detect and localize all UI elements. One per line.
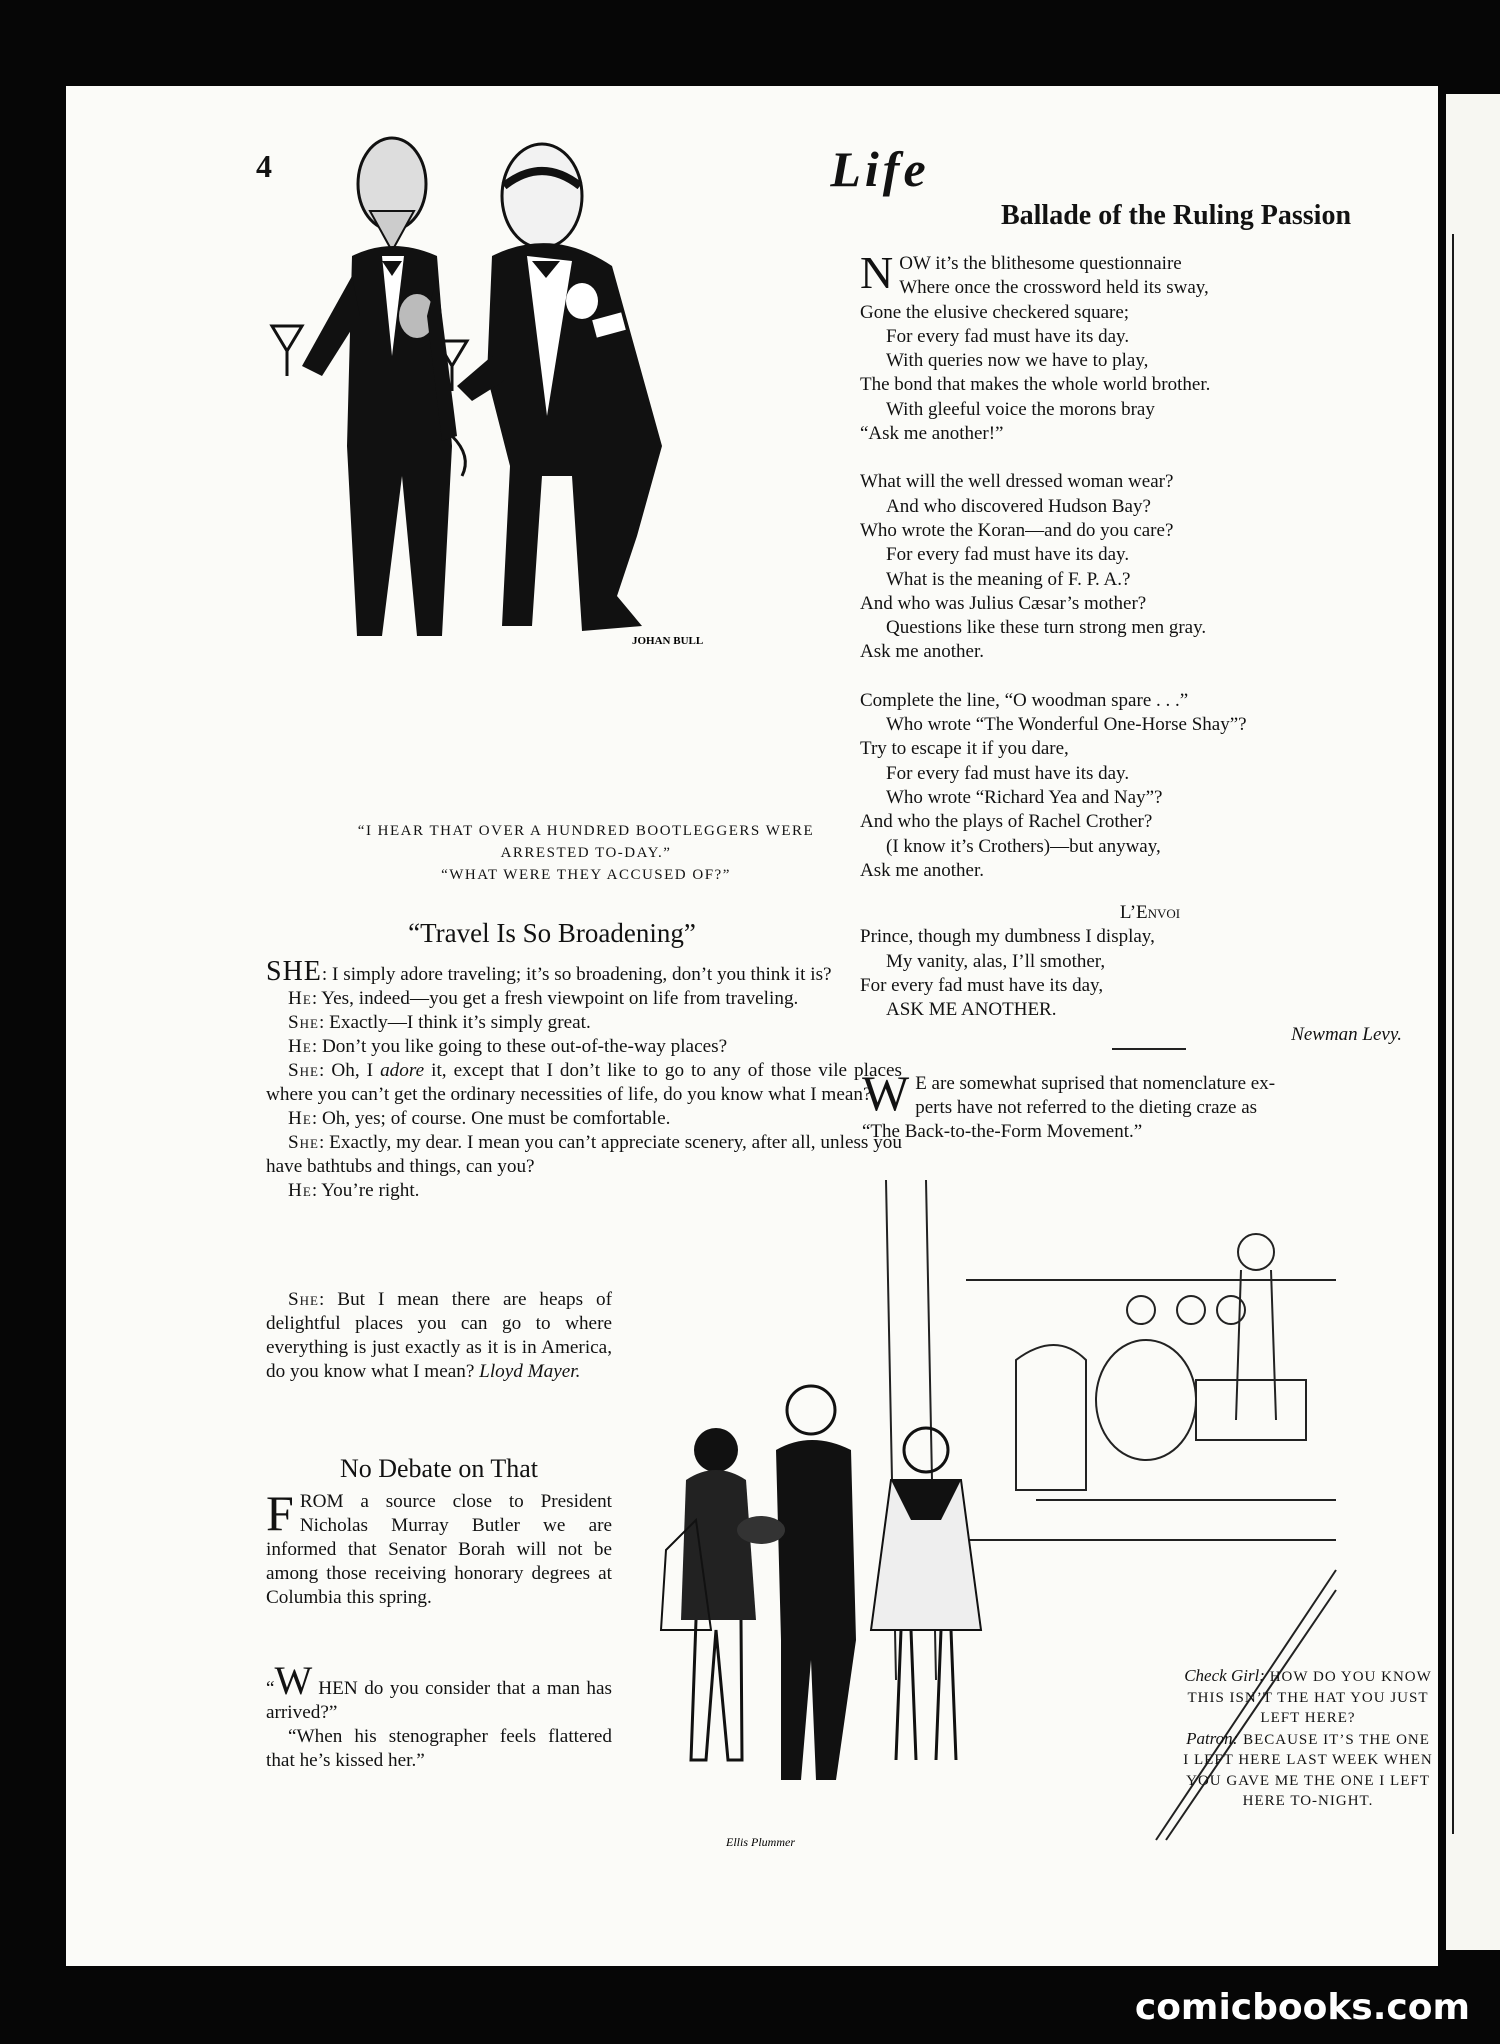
debate-text: ROM a source close to President Nicholas Murray Butler we are informed that Senator Borah will not be among those receiving honorary degrees at Columbia this spring. bbox=[266, 1491, 612, 1608]
poem-line: What will the well dressed woman wear? bbox=[860, 471, 1174, 493]
poem-line: Complete the line, “O woodman spare . . .” bbox=[860, 689, 1189, 711]
poem-line: And who was Julius Cæsar’s mother? bbox=[860, 592, 1147, 614]
poem-line: Where once the crossword held its sway, bbox=[899, 277, 1209, 299]
travel-author: Lloyd Mayer. bbox=[479, 1361, 581, 1382]
woman-figure bbox=[871, 1428, 981, 1760]
poem-line: Who wrote the Koran—and do you care? bbox=[860, 519, 1174, 541]
dialogue-line: She: Oh, I adore it, except that I don’t like to go to any of those vile places where you can’t get the ordinary necessities of life, do you know what I mean? bbox=[266, 1060, 902, 1105]
speaker-label: She bbox=[288, 1132, 320, 1153]
debate-dropcap: F bbox=[266, 1485, 294, 1541]
joke-question: “W HEN do you consider that a man has arrived?” bbox=[266, 1658, 612, 1723]
dialogue-line: He: Yes, indeed—you get a fresh viewpoint on life from traveling. bbox=[288, 988, 799, 1009]
suprised-dropcap: W bbox=[862, 1065, 910, 1121]
poem-line: Prince, though my dumbness I display, bbox=[860, 926, 1155, 948]
poem-line: “Ask me another!” bbox=[860, 423, 1004, 445]
text-line: “The Back-to-the-Form Movement.” bbox=[862, 1121, 1143, 1142]
envoi-heading: L’Envoi bbox=[1119, 902, 1181, 924]
poem-line: Who wrote “The Wonderful One-Horse Shay”? bbox=[886, 714, 1247, 736]
dialogue-line: She: Exactly—I think it’s simply great. bbox=[288, 1012, 591, 1033]
poem-line: For every fad must have its day. bbox=[886, 762, 1130, 784]
poem-line: The bond that makes the whole world brother. bbox=[860, 374, 1211, 396]
speaker-label: He bbox=[288, 1108, 312, 1129]
speaker-patron: Patron: bbox=[1186, 1728, 1239, 1748]
when-dropcap: W bbox=[274, 1658, 313, 1703]
text-line: E are somewhat suprised that nomenclature ex- bbox=[915, 1073, 1276, 1094]
tuxedo-men-cartoon bbox=[242, 116, 722, 646]
debate-title: No Debate on That bbox=[339, 1454, 539, 1483]
speaker-label: He bbox=[288, 1036, 312, 1057]
envoi bbox=[860, 925, 1440, 1022]
poem-line: Ask me another. bbox=[860, 859, 985, 881]
joke-answer: “When his stenographer feels flattered that he’s kissed her.” bbox=[266, 1726, 612, 1771]
speaker-label: She bbox=[288, 1012, 320, 1033]
poem-line: Questions like these turn strong men gray. bbox=[886, 617, 1207, 639]
speaker-label: SHE bbox=[266, 956, 322, 987]
poem-line: And who the plays of Rachel Crother? bbox=[860, 811, 1153, 833]
poem-line: With gleeful voice the morons bray bbox=[886, 398, 1155, 420]
caption-line: YOU GAVE ME THE ONE I LEFT bbox=[1186, 1772, 1430, 1789]
dialogue-line: He: Don’t you like going to these out-of-the-way places? bbox=[288, 1036, 728, 1057]
cartoon1-signature: JOHAN BULL bbox=[632, 635, 704, 646]
magazine-logo: Life bbox=[830, 141, 930, 197]
poem-line: For every fad must have its day, bbox=[860, 975, 1104, 997]
poem-line: ASK ME ANOTHER. bbox=[886, 999, 1057, 1021]
caption-line: I LEFT HERE LAST WEEK WHEN bbox=[1183, 1752, 1433, 1768]
speaker-label: She bbox=[288, 1289, 320, 1310]
text-line: perts have not referred to the dieting craze as bbox=[915, 1097, 1258, 1118]
suprised-paragraph bbox=[862, 1065, 1492, 1144]
poem-line: And who discovered Hudson Bay? bbox=[886, 495, 1151, 517]
poem-line: Gone the elusive checkered square; bbox=[860, 301, 1130, 323]
page-number: 4 bbox=[256, 148, 272, 184]
speaker-check-girl: Check Girl: bbox=[1184, 1666, 1265, 1685]
adjacent-page-edge bbox=[1446, 94, 1500, 1950]
caption-line: THIS ISN’T THE HAT YOU JUST bbox=[1187, 1689, 1429, 1706]
divider bbox=[1112, 1048, 1186, 1050]
ballade-author: Newman Levy. bbox=[1291, 1023, 1402, 1045]
caption-line: BECAUSE IT’S THE ONE bbox=[1243, 1731, 1430, 1748]
patron-figure bbox=[737, 1386, 856, 1780]
poem-line: For every fad must have its day. bbox=[886, 544, 1130, 566]
caption-line-3: “WHAT WERE THEY ACCUSED OF?” bbox=[441, 867, 731, 883]
cartoon2-caption bbox=[1126, 1666, 1490, 1812]
dialogue-line: He: You’re right. bbox=[288, 1180, 420, 1201]
poem-line: (I know it’s Crothers)—but anyway, bbox=[886, 835, 1161, 857]
poem-line: Try to escape it if you dare, bbox=[860, 738, 1069, 760]
speaker-label: He bbox=[288, 1180, 312, 1201]
poem-line: For every fad must have its day. bbox=[886, 325, 1130, 347]
poem-line: Who wrote “Richard Yea and Nay”? bbox=[886, 786, 1163, 808]
ballade-poem bbox=[860, 247, 1440, 1047]
stanza-3 bbox=[860, 689, 1440, 883]
stout-man-figure bbox=[437, 144, 662, 631]
magazine-page bbox=[66, 86, 1438, 1966]
check-girl-figure bbox=[661, 1428, 756, 1760]
caption-line-1: “I HEAR THAT OVER A HUNDRED BOOTLEGGERS WERE bbox=[357, 823, 815, 839]
site-watermark: comicbooks.com bbox=[1134, 1987, 1470, 2028]
stanza-1 bbox=[860, 247, 1440, 446]
speaker-label: He bbox=[288, 988, 312, 1009]
dialogue-line: She: Exactly, my dear. I mean you can’t appreciate scenery, after all, unless you have bathtubs and things, can you? bbox=[266, 1132, 902, 1177]
cartoon2-signature: Ellis Plummer bbox=[726, 1835, 795, 1849]
travel-dialogue-end bbox=[266, 1288, 612, 1384]
poem-line: Ask me another. bbox=[860, 641, 985, 663]
caption-line: HERE TO-NIGHT. bbox=[1242, 1793, 1374, 1809]
poem-line: My vanity, alas, I’ll smother, bbox=[886, 950, 1106, 972]
dialogue-line: She: But I mean there are heaps of delightful places you can go to where everything is just exactly as it is in America, do you know what I mean? Lloyd Mayer. bbox=[266, 1289, 612, 1382]
debate-paragraph bbox=[266, 1485, 612, 1610]
poem-line: With queries now we have to play, bbox=[886, 350, 1149, 372]
cartoon1-caption bbox=[276, 820, 896, 886]
caption-line: LEFT HERE? bbox=[1260, 1710, 1356, 1726]
stanza-2 bbox=[860, 470, 1440, 664]
speaker-label: She bbox=[288, 1060, 320, 1081]
poem-line: OW it’s the blithesome questionnaire bbox=[899, 253, 1182, 274]
caption-line: HOW DO YOU KNOW bbox=[1269, 1669, 1432, 1685]
caption-line-2: ARRESTED TO-DAY.” bbox=[500, 845, 672, 861]
poem-line: What is the meaning of F. P. A.? bbox=[886, 568, 1131, 590]
dialogue-line: He: Oh, yes; of course. One must be comfortable. bbox=[288, 1108, 671, 1129]
when-joke bbox=[266, 1658, 612, 1773]
ballade-dropcap: N bbox=[860, 247, 894, 298]
thin-man-figure bbox=[272, 138, 465, 636]
dialogue-line: SHE: I simply adore traveling; it’s so broadening, don’t you think it is? bbox=[266, 956, 832, 987]
travel-title: “Travel Is So Broadening” bbox=[408, 918, 696, 948]
ballade-title: Ballade of the Ruling Passion bbox=[1000, 200, 1352, 231]
